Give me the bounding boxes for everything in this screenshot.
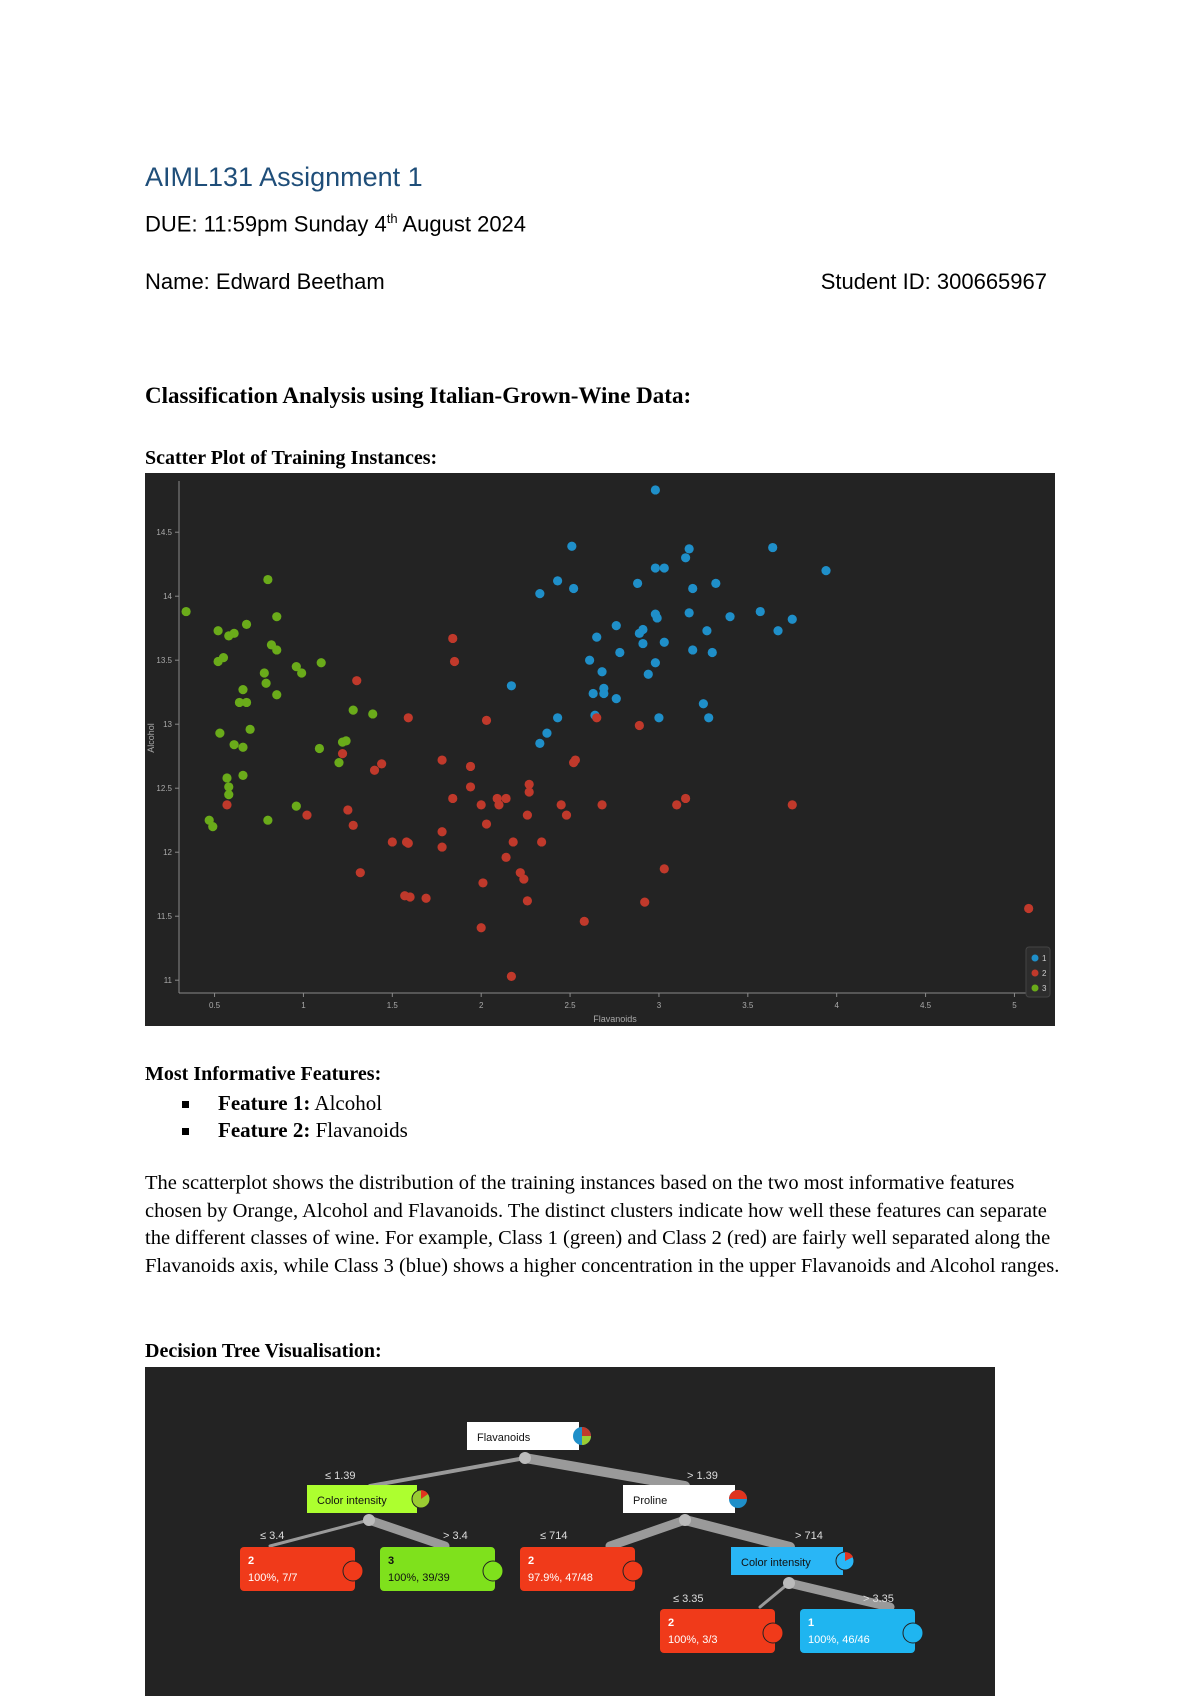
leaf-class: 2 [248,1555,255,1567]
ci-split-dot [363,1514,375,1526]
data-point-class-1 [644,670,653,679]
x-tick-label: 1 [301,1001,306,1010]
data-point-class-1 [597,667,606,676]
data-point-class-2 [352,676,361,685]
data-point-class-1 [651,485,660,494]
data-point-class-2 [448,634,457,643]
y-tick-label: 12.5 [156,784,172,794]
data-point-class-2 [477,923,486,932]
tree-node-flavanoids [467,1422,591,1450]
leaf-pie-icon [623,1561,643,1581]
data-point-class-1 [654,713,663,722]
y-tick-label: 12 [163,848,172,858]
data-point-class-2 [370,766,379,775]
y-tick-label: 14 [163,592,172,602]
data-point-class-2 [523,896,532,905]
edge-root-left [370,1458,525,1486]
leaf-class: 2 [668,1617,675,1629]
proline-split-dot [679,1514,691,1526]
tree-leaf [380,1547,503,1591]
data-point-class-2 [343,805,352,814]
data-point-class-2 [681,794,690,803]
data-point-class-3 [182,607,191,616]
tree-leaf [520,1547,643,1591]
data-point-class-3 [297,668,306,677]
data-point-class-3 [238,743,247,752]
data-point-class-2 [507,972,516,981]
feature-value: Alcohol [310,1091,383,1115]
data-point-class-1 [660,563,669,572]
feature-item [180,1117,408,1144]
edge-label: ≤ 714 [540,1530,568,1542]
data-point-class-1 [615,648,624,657]
data-point-class-3 [262,679,271,688]
section-heading: Classification Analysis using Italian-Grown-Wine Data: [145,383,692,408]
data-point-class-1 [553,713,562,722]
edge-root-right [525,1458,685,1486]
data-point-class-2 [501,794,510,803]
data-point-class-1 [535,589,544,598]
edge-label: > 3.35 [863,1593,894,1605]
edge-label: ≤ 3.35 [673,1593,704,1605]
leaf-box [660,1609,775,1653]
x-tick-label: 4.5 [920,1001,932,1010]
data-point-class-2 [672,800,681,809]
data-point-class-1 [704,713,713,722]
document-title: AIML131 Assignment 1 [145,162,423,192]
data-point-class-2 [523,810,532,819]
x-tick-label: 5 [1012,1001,1017,1010]
y-tick-label: 11.5 [157,912,172,922]
ci2-split-dot [783,1577,795,1589]
data-point-class-1 [612,621,621,630]
x-tick-label: 0.5 [208,1001,221,1010]
data-point-class-2 [421,894,430,903]
data-point-class-2 [478,878,487,887]
data-point-class-1 [725,612,734,621]
leaf-class: 2 [528,1555,535,1567]
data-point-class-2 [635,721,644,730]
data-point-class-3 [315,744,324,753]
data-point-class-2 [404,839,413,848]
leaf-stat: 100%, 3/3 [668,1634,718,1646]
due-date [145,211,526,237]
data-point-class-2 [466,762,475,771]
node-label: Flavanoids [477,1432,531,1444]
edge-pr-left [610,1520,685,1546]
x-tick-label: 3.5 [742,1001,754,1010]
data-point-class-2 [349,821,358,830]
x-tick-label: 4 [834,1001,839,1010]
data-point-class-1 [507,681,516,690]
data-point-class-1 [685,544,694,553]
data-point-class-2 [222,800,231,809]
leaf-stat: 97.9%, 47/48 [528,1572,593,1584]
x-tick-label: 2.5 [564,1001,576,1010]
root-split-dot [519,1452,531,1464]
node-label: Color intensity [317,1495,387,1507]
data-point-class-2 [592,713,601,722]
data-point-class-1 [688,584,697,593]
student-id: Student ID: 300665967 [820,269,1047,294]
data-point-class-1 [660,638,669,647]
legend-label-3: 3 [1042,984,1047,993]
features-heading: Most Informative Features: [145,1063,382,1085]
data-point-class-2 [477,800,486,809]
decision-tree-canvas [145,1367,995,1696]
edge-pr-right [685,1520,790,1547]
data-point-class-2 [405,892,414,901]
data-point-class-1 [768,543,777,552]
data-point-class-3 [334,758,343,767]
pie-slice [582,1436,591,1445]
leaf-box [520,1547,635,1591]
data-point-class-1 [688,645,697,654]
decision-tree [145,1367,995,1696]
data-point-class-1 [569,584,578,593]
tree-heading: Decision Tree Visualisation: [145,1340,382,1362]
leaf-pie-icon [343,1561,363,1581]
y-tick-label: 11 [163,976,172,986]
y-tick-label: 14.5 [156,528,172,538]
data-point-class-1 [599,689,608,698]
data-point-class-2 [437,755,446,764]
data-point-class-3 [224,790,233,799]
data-point-class-3 [222,773,231,782]
data-point-class-1 [711,579,720,588]
legend-swatch-3 [1032,985,1039,992]
data-point-class-3 [263,816,272,825]
x-tick-label: 3 [656,1001,662,1010]
data-point-class-2 [437,842,446,851]
data-point-class-1 [585,656,594,665]
legend-label-2: 2 [1042,969,1047,978]
feature-item [180,1090,408,1117]
data-point-class-2 [509,837,518,846]
data-point-class-3 [215,729,224,738]
data-point-class-1 [542,729,551,738]
leaf-stat: 100%, 39/39 [388,1572,450,1584]
data-point-class-3 [349,706,358,715]
data-point-class-1 [635,629,644,638]
data-point-class-2 [356,868,365,877]
axis-ticks [156,528,1017,1010]
data-point-class-2 [450,657,459,666]
data-point-class-3 [224,631,233,640]
data-point-class-3 [214,626,223,635]
data-point-class-2 [557,800,566,809]
data-point-class-3 [242,620,251,629]
data-point-class-2 [1024,904,1033,913]
data-point-class-1 [681,553,690,562]
scatter-plot-canvas [145,473,1055,1026]
data-point-class-3 [242,698,251,707]
data-point-class-3 [208,822,217,831]
legend [1026,947,1050,997]
y-tick-label: 13 [163,720,172,730]
leaf-box [240,1547,355,1591]
data-point-class-1 [592,633,601,642]
scatter-plot [145,473,1055,1026]
data-point-class-3 [238,685,247,694]
data-point-class-2 [302,810,311,819]
tree-leaf [660,1609,783,1653]
data-point-class-2 [388,837,397,846]
data-point-class-3 [219,653,228,662]
analysis-paragraph: The scatterplot shows the distribution of the training instances based on the two most informative features chosen by Orange, Alcohol and Flavanoids. The distinct clusters indicate how well these features can separate the different classes of wine. For example, Class 1 (green) and Class 2 (red) are fairly well separated along the Flavanoids axis, while Class 3 (blue) shows a higher concentration in the upper Flavanoids and Alcohol ranges. [145,1172,1060,1277]
data-point-class-3 [272,645,281,654]
legend-swatch-2 [1032,970,1039,977]
data-point-class-1 [651,563,660,572]
student-name: Name: Edward Beetham [145,269,385,294]
data-point-class-1 [685,608,694,617]
leaf-class: 1 [808,1617,815,1629]
scatter-heading: Scatter Plot of Training Instances: [145,447,438,469]
data-point-class-1 [788,615,797,624]
y-axis-label: Alcohol [146,723,156,753]
due-date-ordinal: th [386,211,398,226]
leaf-class: 3 [388,1555,395,1567]
data-point-class-3 [260,668,269,677]
data-point-class-2 [437,827,446,836]
data-point-class-2 [580,917,589,926]
data-point-class-3 [368,709,377,718]
data-point-class-3 [263,575,272,584]
bullet-icon [182,1101,189,1108]
legend-swatch-1 [1032,955,1039,962]
edge-label: > 714 [795,1530,823,1542]
data-point-class-2 [597,800,606,809]
data-point-class-3 [230,740,239,749]
data-point-class-1 [633,579,642,588]
leaf-box [380,1547,495,1591]
leaf-pie-icon [903,1623,923,1643]
data-point-class-2 [501,853,510,862]
data-point-class-2 [482,819,491,828]
data-point-class-2 [466,782,475,791]
x-axis-label: Flavanoids [593,1014,637,1024]
data-point-class-1 [553,576,562,585]
tree-node-proline [623,1485,747,1513]
feature-value: Flavanoids [310,1118,408,1142]
data-point-class-3 [272,612,281,621]
data-point-class-2 [569,758,578,767]
data-point-class-2 [660,864,669,873]
edge-label: ≤ 1.39 [325,1470,356,1482]
tree-leaf [240,1547,363,1591]
data-point-class-2 [788,800,797,809]
data-point-class-1 [567,542,576,551]
data-point-class-3 [317,658,326,667]
data-point-class-1 [535,739,544,748]
data-point-class-1 [589,689,598,698]
tree-leaf [800,1609,923,1653]
x-tick-label: 1.5 [386,1001,398,1010]
data-point-class-2 [537,837,546,846]
data-point-class-1 [638,639,647,648]
data-point-class-1 [653,613,662,622]
data-point-class-1 [756,607,765,616]
data-point-class-2 [562,810,571,819]
edge-ci-left [270,1520,369,1546]
edge-label: ≤ 3.4 [260,1530,285,1542]
data-point-class-2 [482,716,491,725]
data-point-class-1 [773,626,782,635]
leaf-pie-icon [763,1623,783,1643]
data-point-class-2 [404,713,413,722]
data-point-class-1 [699,699,708,708]
feature-label: Feature 1: [218,1091,311,1115]
data-points [182,485,1034,981]
node-label: Proline [633,1495,668,1507]
data-point-class-1 [702,626,711,635]
data-point-class-2 [640,898,649,907]
tree-node-color-intensity-2 [731,1547,854,1575]
edge-label: > 3.4 [443,1530,468,1542]
data-point-class-1 [708,648,717,657]
leaf-stat: 100%, 7/7 [248,1572,298,1584]
data-point-class-1 [651,658,660,667]
data-point-class-1 [821,566,830,575]
node-label: Color intensity [741,1557,811,1569]
data-point-class-2 [338,749,347,758]
due-date-text: DUE: 11:59pm Sunday 4 [145,211,387,237]
data-point-class-3 [246,725,255,734]
due-date-month: August 2024 [397,211,527,237]
legend-label-1: 1 [1042,954,1047,963]
leaf-box [800,1609,915,1653]
data-point-class-2 [377,759,386,768]
x-tick-label: 2 [478,1001,484,1010]
data-point-class-2 [494,800,503,809]
pie-slice [582,1427,591,1436]
y-tick-label: 13.5 [156,656,172,666]
data-point-class-3 [292,802,301,811]
leaf-pie-icon [483,1561,503,1581]
edge-ci-right [369,1520,445,1546]
data-point-class-2 [525,787,534,796]
feature-label: Feature 2: [218,1118,311,1142]
data-point-class-3 [338,738,347,747]
data-point-class-2 [448,794,457,803]
data-point-class-3 [272,690,281,699]
edge-label: > 1.39 [687,1470,718,1482]
data-point-class-2 [519,874,528,883]
data-point-class-1 [612,694,621,703]
data-point-class-3 [238,771,247,780]
bullet-icon [182,1128,189,1135]
feature-list [180,1090,408,1144]
tree-node-color-intensity [307,1485,430,1513]
leaf-stat: 100%, 46/46 [808,1634,870,1646]
